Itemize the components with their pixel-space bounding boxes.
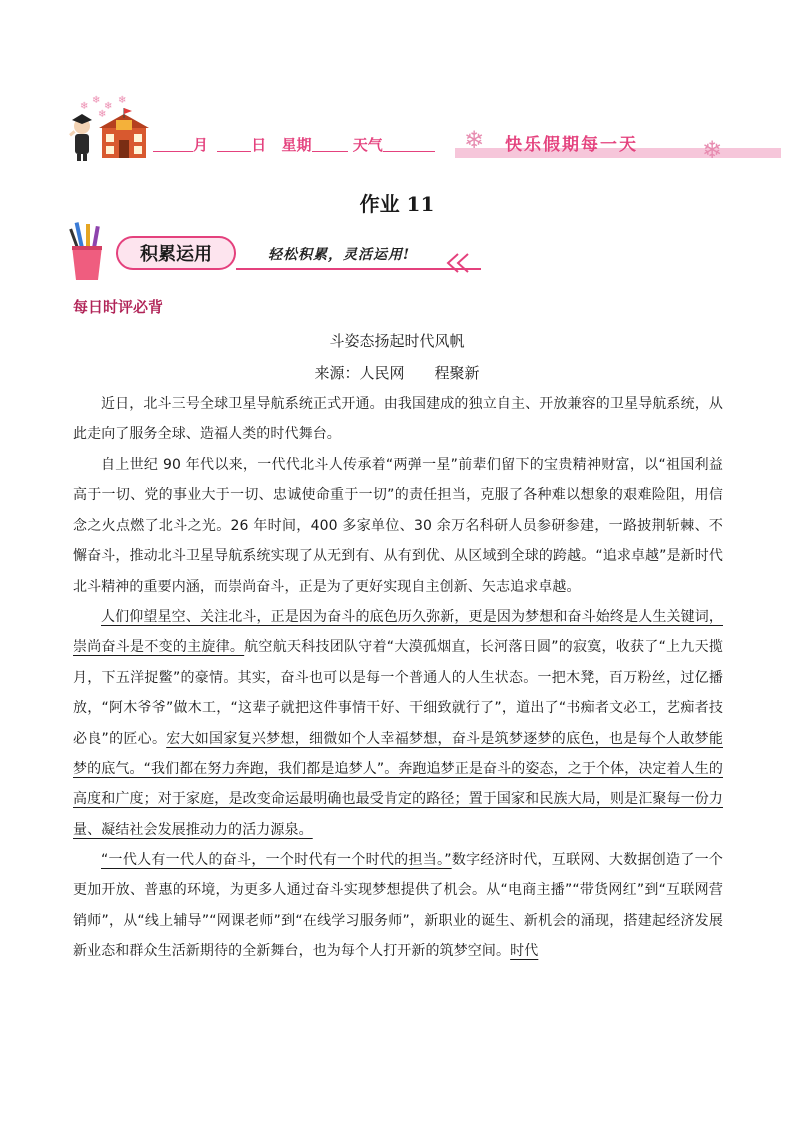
subheading: 每日时评必背 [73,298,164,316]
paragraph-text: 近日，北斗三号全球卫星导航系统正式开通。由我国建成的独立自主、开放兼容的卫星导航系统，从此走向了服务全球、造福人类的时代舞台。 [73,396,723,443]
article-paragraph-3 [73,602,723,845]
student-school-icon [66,106,152,162]
underlined-sentence: 人们仰望星空、关注北斗，正是因为奋斗的底色历久弥新，更是因为梦想和奋斗始终是人生关键词，崇尚奋斗是不变的主旋律。 [73,609,723,656]
month-label: 月 [193,136,209,154]
motto: 快乐假期每一天 [505,135,638,155]
weather-label: 天气 [352,136,383,154]
double-arrow-icon [446,252,482,274]
section-slogan: 轻松积累，灵活运用! [268,247,411,263]
article-title: 斗姿态扬起时代风帆 [329,332,465,350]
pencil-cup-icon [68,222,108,282]
paragraph-text: 数字经济时代，互联网、大数据创造了一个更加开放、普惠的环境，为更多人通过奋斗实现梦想提供了机会。从“电商主播”“带货网红”到“互联网营销师”，从“线上辅导”“网课老师”到“在线学习服务师”，新职业的诞生、新机会的涌现，搭建起经济发展新业态和群众生活新期待的全新舞台，也为每个人打开新的筑梦空间。 [73,852,723,960]
paragraph-text: 航空航天科技团队守着“大漠孤烟直，长河落日圆”的寂寞，收获了“上九天揽月，下五洋捉鳖”的豪情。其实，奋斗也可以是每一个普通人的人生状态。一把木凳，百万粉丝，过亿播放，“阿木爷爷”做木工，“这辈子就把这件事情干好、干细致就行了”，道出了“书痴者文必工，艺痴者技必良”的匠心。 [73,639,723,747]
article-paragraph-1 [73,389,723,450]
article-paragraph-2 [73,450,723,602]
underlined-sentence: 时代 [510,943,539,960]
day-label: 日 [251,136,267,154]
weather-blank[interactable] [383,137,435,152]
underlined-sentence: “一代人有一代人的奋斗，一个时代有一个时代的担当。” [101,852,452,868]
snowflake-icon: ❄ [464,126,485,154]
article-paragraph-4 [73,845,723,967]
article-source: 来源：人民网 程聚新 [314,364,480,382]
weekday-blank[interactable] [312,137,348,152]
paragraph-text: 自上世纪 90 年代以来，一代代北斗人传承着“两弹一星”前辈们留下的宝贵精神财富，以“祖国利益高于一切、党的事业大于一切、忠诚使命重于一切”的责任担当，克服了各种难以想象的艰难险阻，用信念之火点燃了北斗之光。26 年时间，400 多家单位、30 余万名科研人员参研参建，一路披荆斩棘、不懈奋斗，推动北斗卫星导航系统实现了从无到有、从有到优、从区域到全球的跨越。“追求卓越”是新时代北斗精神的重要内涵，而崇尚奋斗，正是为了更好实现自主创新、矢志追求卓越。 [73,457,723,595]
day-blank[interactable] [217,137,251,152]
month-blank[interactable] [153,137,193,152]
section-underline [236,268,481,270]
weekday-label: 星期 [281,136,312,154]
snowflake-icon: ❄ [702,136,723,164]
section-label: 积累运用 [140,244,212,265]
date-weather-line [153,134,435,155]
page-title: 作业 11 [359,192,435,216]
underlined-sentence: 宏大如国家复兴梦想，细微如个人幸福梦想，奋斗是筑梦逐梦的底色，也是每个人敢梦能梦的底气。“我们都在努力奔跑，我们都是追梦人”。奔跑追梦正是奋斗的姿态，之于个体，决定着人生的高度和广度；对于家庭，是改变命运最明确也最受肯定的路径；置于国家和民族大局，则是汇聚每一份力量、凝结社会发展推动力的活力源泉。 [73,730,723,838]
